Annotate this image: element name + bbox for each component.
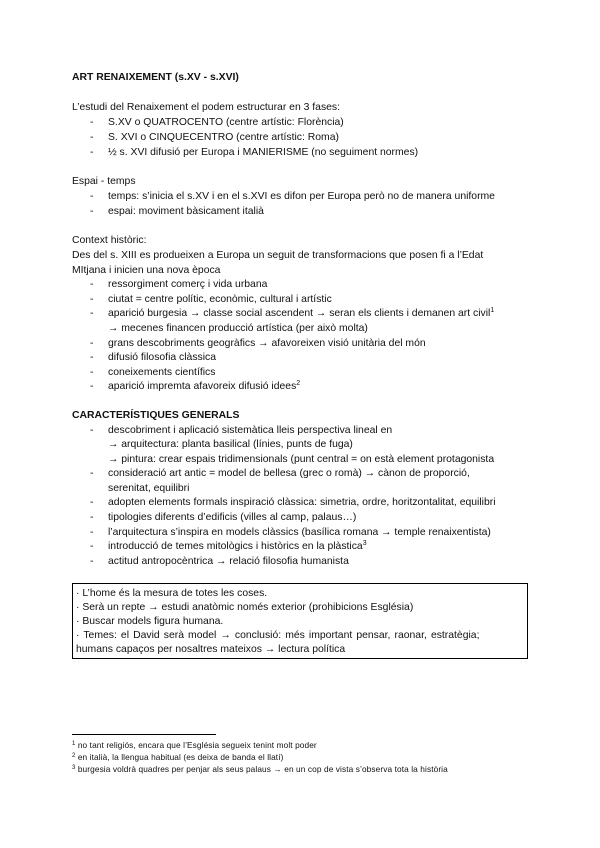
- bullet-dash: -: [90, 367, 94, 378]
- box-line: · Buscar models figura humana.: [76, 616, 224, 627]
- bullet-dash: -: [90, 512, 94, 523]
- bullet-dash: -: [90, 147, 94, 158]
- intro-heading: L’estudi del Renaixement el podem estructurar en 3 fases:: [72, 102, 340, 113]
- list-item: ressorgiment comerç i vida urbana: [108, 279, 268, 290]
- bullet-dash: -: [90, 352, 94, 363]
- bullet-dash: -: [90, 206, 94, 217]
- list-item: grans descobriments geogràfics → afavoreixen visió unitària del món: [108, 338, 426, 349]
- list-item: S.XV o QUATROCENTO (centre artístic: Florència): [108, 117, 344, 128]
- bullet-dash: -: [90, 338, 94, 349]
- footnote-separator: [72, 734, 216, 735]
- bullet-dash: -: [90, 541, 94, 552]
- bullet-dash: -: [90, 381, 94, 392]
- list-item: descobriment i aplicació sistemàtica lleis perspectiva lineal en: [108, 425, 393, 436]
- bullet-dash: -: [90, 279, 94, 290]
- footnote: $^3$ burgesia voldrà quadres per penjar als seus palaus → en un cop de vista s’observa tota la història: [72, 764, 448, 774]
- footnote-ref: 2: [296, 380, 301, 387]
- list-item: adopten elements formals inspiració clàssica: simetria, ordre, horitzontalitat, equilibri: [108, 497, 496, 508]
- context-paragraph-line: MItjana i inicien una nova època: [72, 265, 221, 276]
- footnote-ref: 1: [490, 307, 495, 314]
- context-paragraph-line: Des del s. XIII es produeixen a Europa un seguit de transformacions que posen fi a l’Edat: [72, 250, 484, 261]
- bullet-dash: -: [90, 117, 94, 128]
- list-item-continuation: → mecenes financen producció artística (per això molta): [108, 323, 368, 334]
- bullet-dash: -: [90, 425, 94, 436]
- page-title: ART RENAIXEMENT (s.XV - s.XVI): [72, 72, 239, 83]
- box-line: · Temes: el David serà model → conclusió: més important pensar, raonar, estratègia;: [76, 630, 480, 641]
- list-item: S. XVI o CINQUECENTRO (centre artístic: Roma): [108, 132, 339, 143]
- caract-heading: CARACTERÍSTIQUES GENERALS: [72, 410, 240, 421]
- box-line: humans capaços per nosaltres mateixos → lectura política: [76, 644, 346, 655]
- footnote-ref: 3: [362, 540, 367, 547]
- footnote: $^1$ no tant religiós, encara que l’Església segueix tenint molt poder: [72, 740, 317, 750]
- list-item-continuation: serenitat, equilibri: [108, 483, 190, 494]
- list-item: aparició burgesia → classe social ascendent → seran els clients i demanen art civil$^1$: [108, 307, 495, 319]
- list-item: aparició impremta afavoreix difusió idees$^2$: [108, 380, 301, 392]
- list-item: coneixements científics: [108, 367, 216, 378]
- list-item: tipologies diferents d’edificis (villes al camp, palaus…): [108, 512, 357, 523]
- list-item: temps: s’inicia el s.XV i en el s.XVI es difon per Europa però no de manera uniforme: [108, 191, 495, 202]
- list-item: introducció de temes mitològics i històrics en la plàstica$^3$: [108, 540, 367, 552]
- bullet-dash: -: [90, 556, 94, 567]
- bullet-dash: -: [90, 191, 94, 202]
- context-heading: Context històric:: [72, 235, 147, 246]
- espai-heading: Espai - temps: [72, 176, 136, 187]
- list-item: difusió filosofia clàssica: [108, 352, 216, 363]
- bullet-dash: -: [90, 527, 94, 538]
- list-item: l’arquitectura s’inspira en models clàssics (basílica romana → temple renaixentista): [108, 527, 491, 538]
- list-item: actitud antropocèntrica → relació filosofia humanista: [108, 556, 349, 567]
- bullet-dash: -: [90, 497, 94, 508]
- list-item: ciutat = centre polític, econòmic, cultural i artístic: [108, 294, 332, 305]
- box-line: · Serà un repte → estudi anatòmic només exterior (prohibicions Església): [76, 602, 414, 613]
- footnote: $^2$ en italià, la llengua habitual (es deixa de banda el llatí): [72, 752, 284, 762]
- list-item: ½ s. XVI difusió per Europa i MANIERISME (no seguiment normes): [108, 147, 419, 158]
- list-item-sub: → arquitectura: planta basilical (línies, punts de fuga): [108, 439, 353, 450]
- bullet-dash: -: [90, 132, 94, 143]
- list-item: espai: moviment bàsicament italià: [108, 206, 264, 217]
- bullet-dash: -: [90, 468, 94, 479]
- list-item-sub: → pintura: crear espais tridimensionals (punt central = on està element protagonista: [108, 454, 495, 465]
- list-item: consideració art antic = model de bellesa (grec o romà) → cànon de proporció,: [108, 468, 470, 479]
- bullet-dash: -: [90, 294, 94, 305]
- box-line: · L’home és la mesura de totes les coses.: [76, 588, 268, 599]
- bullet-dash: -: [90, 308, 94, 319]
